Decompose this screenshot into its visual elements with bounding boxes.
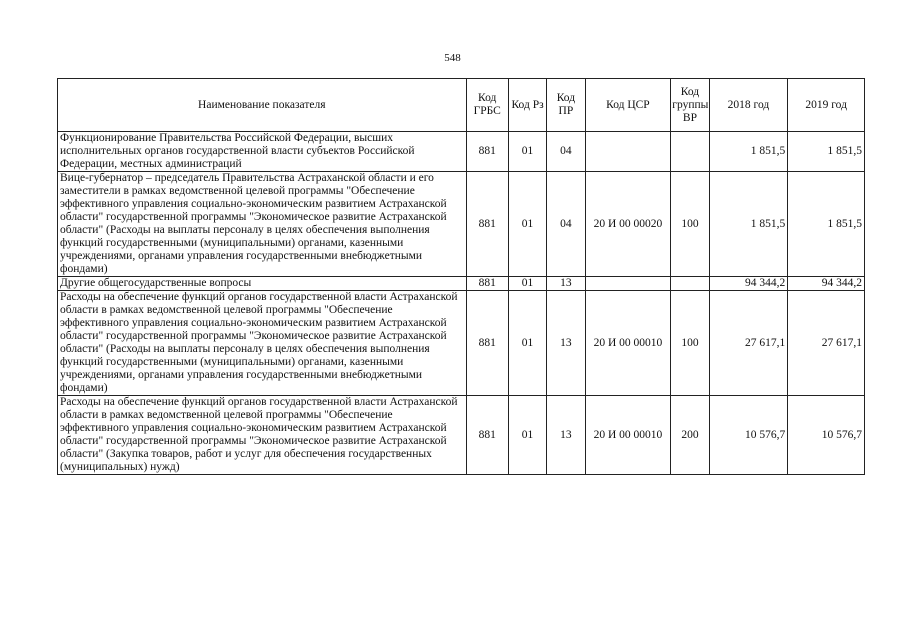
row-vr [671, 277, 709, 291]
row-grbs: 881 [466, 277, 508, 291]
row-2019: 10 576,7 [788, 396, 865, 475]
table-row [58, 132, 865, 172]
row-csr: 20 И 00 00010 [585, 291, 671, 396]
row-2019: 27 617,1 [788, 291, 865, 396]
row-2019: 1 851,5 [788, 132, 865, 172]
row-csr [585, 132, 671, 172]
row-name: Вице-губернатор – председатель Правительства Астраханской области и его заместители в рамках ведомственной целевой программы "Обеспечение эффективного управления социально-экономическим развитием Астраханской области" государственной программы "Экономическое развитие Астраханской области" (Расходы на выплаты персоналу в целях обеспечения выполнения функций государственными (муниципальными) органами, казенными учреждениями, органами управления государственными внебюджетными фондами) [58, 172, 467, 277]
row-2018: 27 617,1 [709, 291, 788, 396]
row-rz: 01 [508, 277, 546, 291]
row-2018: 94 344,2 [709, 277, 788, 291]
header-2018: 2018 год [709, 79, 788, 132]
row-grbs: 881 [466, 396, 508, 475]
row-grbs: 881 [466, 291, 508, 396]
table-row [58, 396, 865, 475]
row-csr: 20 И 00 00010 [585, 396, 671, 475]
row-vr: 100 [671, 291, 709, 396]
row-rz: 01 [508, 172, 546, 277]
row-name: Расходы на обеспечение функций органов государственной власти Астраханской области в рамках ведомственной целевой программы "Обеспечение эффективного управления социально-экономическим развитием Астраханской области" государственной программы "Экономическое развитие Астраханской области" (Закупка товаров, работ и услуг для обеспечения государственных (муниципальных) нужд) [58, 396, 467, 475]
row-pr: 04 [547, 172, 585, 277]
row-vr [671, 132, 709, 172]
row-grbs: 881 [466, 172, 508, 277]
row-csr [585, 277, 671, 291]
row-pr: 04 [547, 132, 585, 172]
row-2018: 1 851,5 [709, 172, 788, 277]
row-vr: 200 [671, 396, 709, 475]
header-2019: 2019 год [788, 79, 865, 132]
header-csr: Код ЦСР [585, 79, 671, 132]
row-2019: 94 344,2 [788, 277, 865, 291]
row-rz: 01 [508, 291, 546, 396]
row-pr: 13 [547, 291, 585, 396]
header-vr: Код группы ВР [671, 79, 709, 132]
header-name: Наименование показателя [58, 79, 467, 132]
header-pr: Код ПР [547, 79, 585, 132]
table-header-row [58, 79, 865, 132]
row-rz: 01 [508, 396, 546, 475]
row-vr: 100 [671, 172, 709, 277]
row-name: Другие общегосударственные вопросы [58, 277, 467, 291]
header-grbs: Код ГРБС [466, 79, 508, 132]
row-pr: 13 [547, 277, 585, 291]
row-pr: 13 [547, 396, 585, 475]
row-2018: 10 576,7 [709, 396, 788, 475]
row-2018: 1 851,5 [709, 132, 788, 172]
row-grbs: 881 [466, 132, 508, 172]
row-csr: 20 И 00 00020 [585, 172, 671, 277]
row-name: Функционирование Правительства Российской Федерации, высших исполнительных органов государственной власти субъектов Российской Федерации, местных администраций [58, 132, 467, 172]
table-row [58, 172, 865, 277]
header-rz: Код Рз [508, 79, 546, 132]
row-2019: 1 851,5 [788, 172, 865, 277]
table-row [58, 277, 865, 291]
row-name: Расходы на обеспечение функций органов государственной власти Астраханской области в рамках ведомственной целевой программы "Обеспечение эффективного управления социально-экономическим развитием Астраханской области" государственной программы "Экономическое развитие Астраханской области" (Расходы на выплаты персоналу в целях обеспечения выполнения функций государственными (муниципальными) органами, казенными учреждениями, органами управления государственными внебюджетными фондами) [58, 291, 467, 396]
page-number: 548 [444, 52, 461, 64]
table-row [58, 291, 865, 396]
budget-table [57, 78, 865, 475]
row-rz: 01 [508, 132, 546, 172]
